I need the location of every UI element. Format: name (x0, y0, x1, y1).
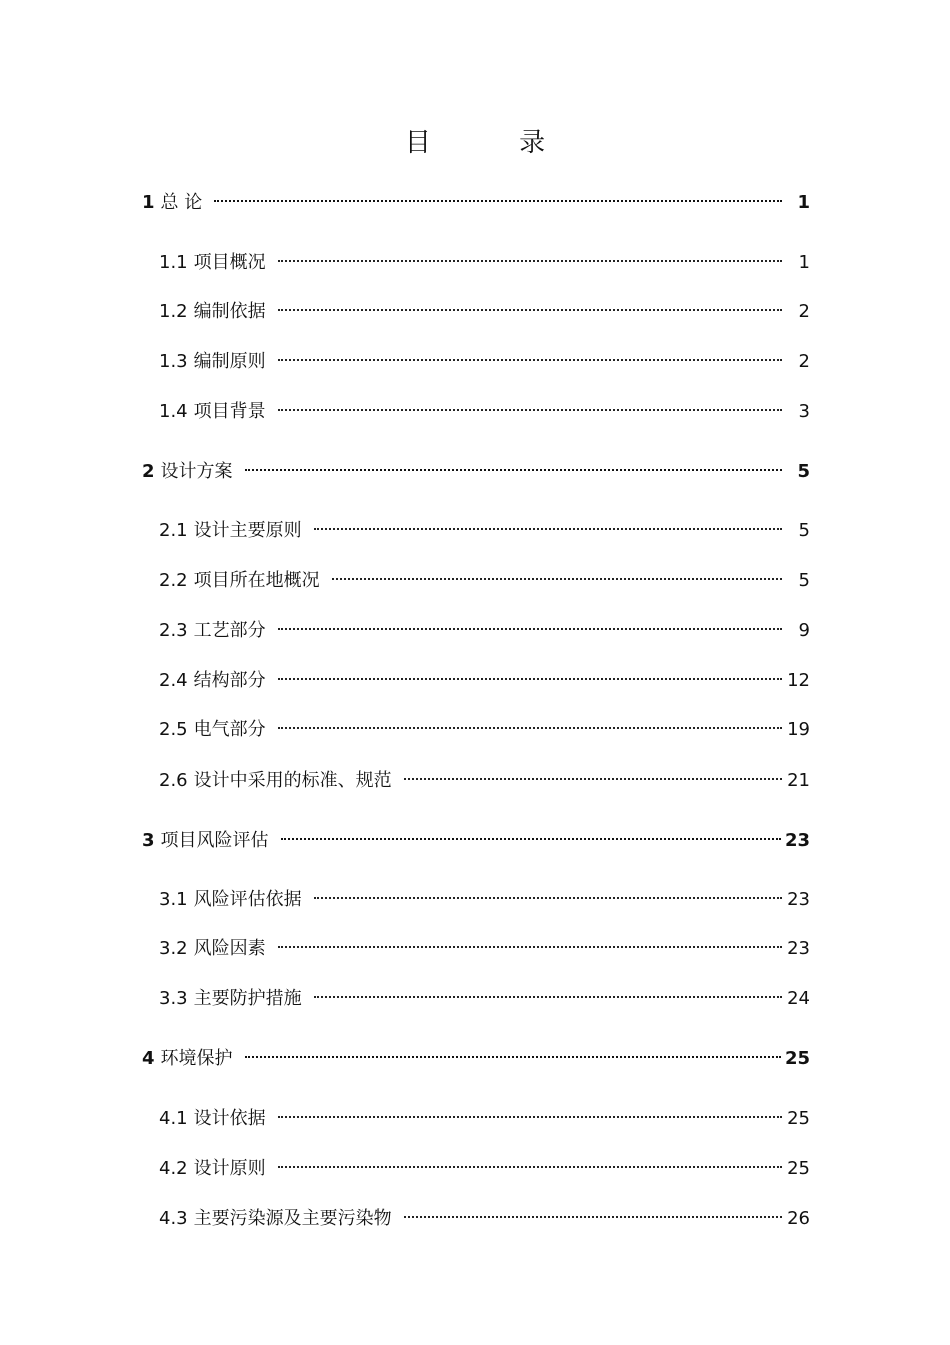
toc-entry-label: 环境保护 (160, 1048, 233, 1069)
toc-page-number: 21 (787, 770, 810, 791)
toc-dot-leader (278, 1166, 782, 1168)
toc-page-number: 1 (798, 252, 810, 273)
toc-dot-leader (278, 628, 782, 630)
toc-page-number: 5 (798, 520, 810, 541)
toc-entry-number: 2.6 (159, 770, 188, 791)
toc-entry-label: 主要污染源及主要污染物 (193, 1208, 392, 1229)
toc-section-entry[interactable] (159, 715, 820, 745)
toc-section-entry[interactable] (159, 885, 820, 915)
toc-dot-leader (314, 897, 782, 899)
toc-page-number: 1 (797, 192, 810, 213)
toc-section-entry[interactable] (159, 397, 820, 427)
toc-entry-number: 4.1 (159, 1108, 188, 1129)
toc-dot-leader (278, 1116, 782, 1118)
toc-section-entry[interactable] (159, 1104, 820, 1134)
toc-page-number: 23 (784, 830, 810, 851)
toc-entry-number: 1.2 (159, 301, 188, 322)
page-title: 目 录 (404, 128, 586, 158)
toc-entry-label: 项目背景 (193, 401, 266, 422)
toc-entry-label: 设计中采用的标准、规范 (193, 770, 392, 791)
toc-dot-leader (278, 727, 782, 729)
toc-entry-label: 编制原则 (193, 351, 266, 372)
toc-entry-number: 4 (142, 1048, 155, 1069)
toc-entry-number: 2.2 (159, 570, 188, 591)
toc-entry-label: 主要防护措施 (193, 988, 302, 1009)
toc-page-number: 25 (784, 1048, 810, 1069)
toc-entry-label: 设计主要原则 (193, 520, 302, 541)
toc-entry-label: 结构部分 (193, 670, 266, 691)
toc-page-number: 12 (787, 670, 810, 691)
toc-dot-leader (314, 528, 782, 530)
toc-dot-leader (278, 359, 782, 361)
toc-dot-leader (314, 996, 782, 998)
toc-entry-number: 4.3 (159, 1208, 188, 1229)
toc-dot-leader (404, 1216, 782, 1218)
toc-dot-leader (278, 946, 782, 948)
toc-entry-number: 1.3 (159, 351, 188, 372)
toc-entry-number: 1.4 (159, 401, 188, 422)
toc-page-number: 5 (797, 461, 810, 482)
toc-page-number: 3 (798, 401, 810, 422)
toc-entry-label: 设计依据 (193, 1108, 266, 1129)
toc-entry-label: 总 论 (160, 192, 203, 213)
toc-entry-number: 1.1 (159, 252, 188, 273)
toc-page-number: 2 (798, 351, 810, 372)
toc-dot-leader (278, 409, 782, 411)
toc-entry-label: 编制依据 (193, 301, 266, 322)
toc-entry-label: 工艺部分 (193, 620, 266, 641)
toc-chapter-entry[interactable] (142, 188, 820, 218)
toc-section-entry[interactable] (159, 766, 820, 796)
toc-entry-label: 风险因素 (193, 938, 266, 959)
toc-page-number: 9 (798, 620, 810, 641)
toc-dot-leader (278, 260, 782, 262)
toc-section-entry[interactable] (159, 248, 820, 278)
toc-entry-number: 1 (142, 192, 155, 213)
toc-dot-leader (278, 678, 782, 680)
toc-dot-leader (245, 469, 782, 471)
toc-page-number: 26 (787, 1208, 810, 1229)
toc-chapter-entry[interactable] (142, 457, 820, 487)
toc-section-entry[interactable] (159, 297, 820, 327)
toc-entry-label: 设计原则 (193, 1158, 266, 1179)
toc-entry-number: 3 (142, 830, 155, 851)
toc-section-entry[interactable] (159, 347, 820, 377)
toc-dot-leader (214, 200, 782, 202)
toc-section-entry[interactable] (159, 566, 820, 596)
toc-page-number: 25 (787, 1108, 810, 1129)
toc-entry-label: 项目概况 (193, 252, 266, 273)
toc-entry-label: 电气部分 (193, 719, 266, 740)
toc-page-number: 19 (787, 719, 810, 740)
toc-chapter-entry[interactable] (142, 826, 820, 856)
toc-page-number: 25 (787, 1158, 810, 1179)
toc-entry-label: 项目所在地概况 (193, 570, 320, 591)
toc-entry-number: 4.2 (159, 1158, 188, 1179)
toc-dot-leader (404, 778, 782, 780)
toc-entry-number: 2.4 (159, 670, 188, 691)
toc-entry-number: 3.2 (159, 938, 188, 959)
toc-section-entry[interactable] (159, 934, 820, 964)
toc-dot-leader (245, 1056, 781, 1058)
toc-section-entry[interactable] (159, 984, 820, 1014)
toc-entry-label: 项目风险评估 (160, 830, 269, 851)
toc-page-number: 24 (787, 988, 810, 1009)
toc-dot-leader (281, 838, 781, 840)
toc-section-entry[interactable] (159, 1154, 820, 1184)
toc-entry-number: 2.1 (159, 520, 188, 541)
toc-dot-leader (278, 309, 782, 311)
toc-dot-leader (332, 578, 782, 580)
toc-page-number: 2 (798, 301, 810, 322)
toc-entry-number: 2.5 (159, 719, 188, 740)
toc-entry-number: 2.3 (159, 620, 188, 641)
toc-page-number: 5 (798, 570, 810, 591)
toc-entry-number: 2 (142, 461, 155, 482)
toc-section-entry[interactable] (159, 666, 820, 696)
toc-page-number: 23 (787, 889, 810, 910)
toc-section-entry[interactable] (159, 616, 820, 646)
toc-section-entry[interactable] (159, 1204, 820, 1234)
toc-entry-number: 3.1 (159, 889, 188, 910)
toc-entry-number: 3.3 (159, 988, 188, 1009)
toc-page-number: 23 (787, 938, 810, 959)
toc-entry-label: 风险评估依据 (193, 889, 302, 910)
toc-chapter-entry[interactable] (142, 1044, 820, 1074)
toc-section-entry[interactable] (159, 516, 820, 546)
toc-entry-label: 设计方案 (160, 461, 233, 482)
